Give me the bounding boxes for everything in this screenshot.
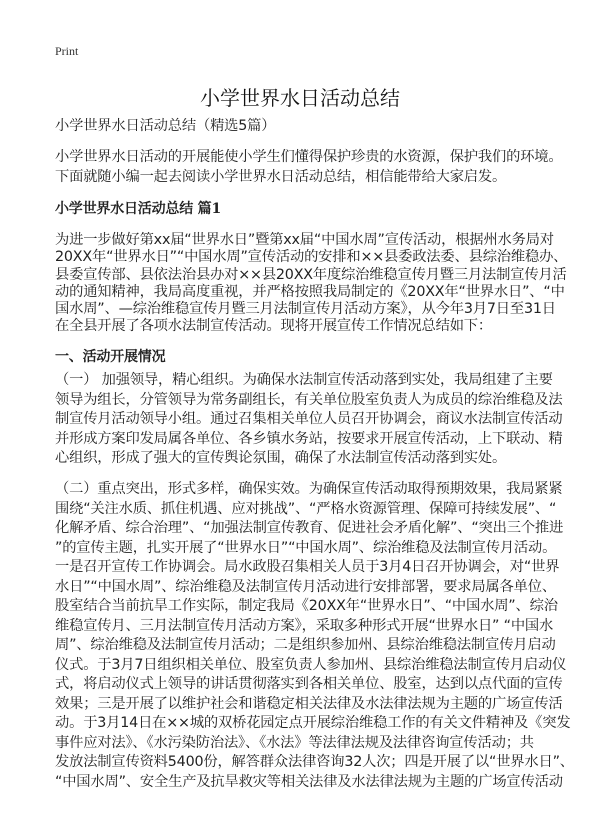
text-line: 围绕“关注水质、抓住机遇、应对挑战”、“严格水资源管理、保障可持续发展”、“ (55, 500, 557, 517)
subheading-text: 一、活动开展情况 (55, 349, 166, 365)
text-line: 股室结合当前抗旱工作实际，制定我局《20XX年“世界水日”、“中国水周”、综治 (55, 598, 558, 614)
text-line: 动的通知精神，我局高度重视，并严格按照我局制定的《20XX年“世界水日”、“中 (55, 283, 565, 300)
text-line: 县委宣传部、县依法治县办对××县20XX年度综治维稳宣传月暨三月法制宣传月活 (55, 266, 567, 283)
page-title: 小学世界水日活动总结 (200, 86, 400, 110)
text-line: 维稳宣传月、三月法制宣传月活动方案》，采取多种形式开展“世界水日” “中国水 (55, 617, 554, 634)
subheading (55, 348, 575, 368)
text-line: 一是召开宣传工作协调会。局水政股召集相关人员于3月4日召开协调会，对“世界 (55, 559, 560, 575)
text-line: “中国水周”、安全生产及抗旱救灾等相关法律及水法律法规为主题的广场宣传活动 (55, 773, 563, 790)
text-line: 发放法制宣传资料5400份，解答群众法律咨询32人次；四是开展了以“世界水日”、 (55, 754, 574, 770)
paragraph-2 (55, 371, 575, 469)
text-line: 20XX年“世界水日”“中国水周”宣传活动的安排和××县委政法委、县综治维稳办、 (55, 249, 568, 266)
text-line: 化解矛盾、综合治理”、“加强法制宣传教育、促进社会矛盾化解”、“突出三个推进 (55, 520, 564, 536)
text-line: ”的宣传主题，扎实开展了“世界水日”“中国水周”、综治维稳及法制宣传月活动。 (55, 539, 557, 556)
text-line: 式，将启动仪式上领导的讲话贯彻落实到各相关单位、股室，达到以点代面的宣传 (55, 676, 563, 692)
text-line: 效果；三是开展了以维护社会和谐稳定相关法律及水法律法规为主题的广场宣传活 (55, 695, 563, 712)
text-line: 为进一步做好第xx届“世界水日”暨第xx届“中国水周”宣传活动，根据州水务局对 (55, 232, 554, 248)
text-line: 周”、综治维稳及法制宣传月活动；二是组织参加州、县综治维稳法制宣传月启动 (55, 637, 556, 653)
paragraph-1 (55, 232, 575, 336)
text-line: （二）重点突出，形式多样，确保实效。为确保宣传活动取得预期效果，我局紧紧 (55, 481, 563, 497)
text-line: 小学世界水日活动的开展能使小学生们懂得保护珍贵的水资源，保护我们的环境。 (55, 149, 563, 165)
section-heading (55, 200, 575, 220)
text-line: 制宣传月活动领导小组。通过召集相关单位人员召开协调会，商议水法制宣传活动 (55, 411, 563, 427)
text-line: 动。于3月14日在××城的双桥花园定点开展综治维稳工作的有关文件精神及《突发 (55, 715, 571, 731)
text-line: 水日”“中国水周”、综治维稳及法制宣传月活动进行安排部署，要求局属各单位、 (55, 578, 556, 595)
text-line: 国水周”、—综治维稳宣传月暨三月法制宣传月活动方案》，从今年3月7日至31日 (55, 301, 556, 318)
subtitle (55, 117, 575, 137)
text-line: 仪式。于3月7日组织相关单位、股室负责人参加州、县综治维稳法制宣传月启动仪 (55, 656, 567, 673)
text-line: 在全县开展了各项水法制宣传活动。现将开展宣传工作情况总结如下： (55, 318, 492, 335)
subtitle-text: 小学世界水日活动总结（精选5篇） (55, 118, 276, 134)
section-heading-text: 小学世界水日活动总结 篇1 (55, 201, 222, 217)
text-line: 下面就随小编一起去阅读小学世界水日活动总结，相信能带给大家启发。 (55, 168, 507, 185)
text-line: 事件应对法》、《水污染防治法》、《水法》等法律法规及法律咨询宣传活动；共 (55, 734, 534, 751)
intro-paragraph (55, 148, 575, 187)
print-link[interactable]: Print (55, 44, 79, 58)
text-line: 并形成方案印发局属各单位、各乡镇水务站，按要求开展宣传活动，上下联动、精 (55, 430, 563, 447)
paragraph-3 (55, 480, 575, 792)
text-line: （一） 加强领导，精心组织。为确保水法制宣传活动落到实处，我局组建了主要 (55, 372, 553, 388)
text-line: 心组织，形成了强大的宣传舆论氛围，确保了水法制宣传活动落到实处。 (55, 450, 507, 466)
text-line: 领导为组长，分管领导为常务副组长，有关单位股室负责人为成员的综治维稳及法 (55, 391, 563, 408)
